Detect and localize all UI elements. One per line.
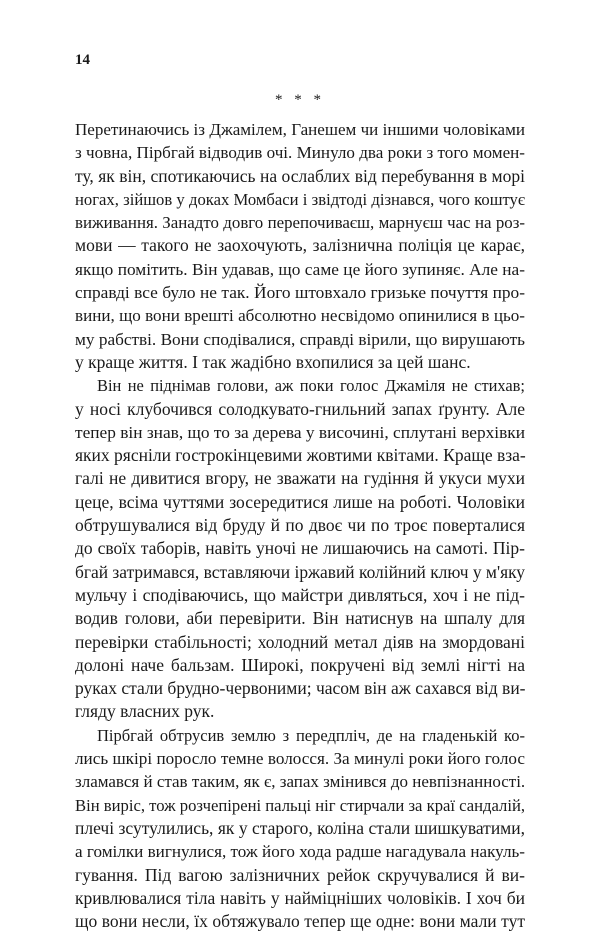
text-line: до своїх таборів, навіть уночі не лишаючись на самоті. Пір- [75,538,525,559]
text-line: зламався й став таким, як є, запах змінився до невпізнанності. [75,772,526,792]
section-divider: * * * [275,92,325,108]
text-line: галі не дивитися вгору, не зважати на гудіння й укуси мухи [75,468,525,489]
text-line: обтрушувалися від бруду й по двоє чи по троє поверталися [75,515,525,536]
text-line: му рабстві. Вони сподівалися, справді вірили, що вирушають [75,329,525,349]
text-line: у краще життя. І так жадібно вхопилися за цей шанс. [75,351,471,372]
text-line: Він виріс, тож розчепірені пальці ніг стирчали за краї сандалій, [75,795,525,815]
text-line: кривлювалися тіла навіть у найміцніших чоловіків. І хоч би [75,887,525,908]
text-line: Пірбгай обтрусив землю з передпліч, де на гладенькій ко- [97,725,525,745]
text-line: гування. Під вагою залізничних рейок скручувалися й ви- [75,864,525,885]
text-line: перевірки стабільності; холодний метал діяв на змордовані [75,631,525,652]
body-text [75,118,525,933]
text-line: а гомілки вигнулися, тож його хода радше нагадувала накуль- [75,842,525,862]
text-line: мульчу і сподіваючись, що майстри дивляться, хоч і не під- [75,584,525,605]
text-line: тепер він знав, що то за дерева у височині, сплутані верхівки [75,422,525,442]
text-line: мови — такого не заохочують, залізнична поліція це карає, [75,235,525,256]
paragraph-1 [75,118,525,374]
paragraph-3 [75,724,525,934]
text-line: ту, як він, спотикаючись на ослаблих від перебування в морі [75,165,525,186]
text-line: з човна, Пірбгай відводив очі. Минуло два роки з того момен- [75,143,525,163]
page-number: 14 [75,52,90,68]
text-line: долоні наче бальзам. Широкі, покручені від землі нігті на [75,654,525,675]
text-line: у носі клубочився солодкувато-гнильний запах ґрунту. Але [75,398,525,419]
text-line: лись шкірі поросло темне волосся. За минулі роки його голос [75,749,525,769]
text-line: бгай затримався, вставляючи іржавий колійний ключ у м'яку [75,561,525,582]
text-line: що вони несли, їх обтяжувало тепер ще одне: вони мали тут [75,911,525,932]
text-line: ногах, зійшов у доках Момбаси і звідтоді дізнався, чого коштує [75,189,525,209]
paragraph-2 [75,374,525,723]
text-line: якщо помітить. Він удавав, що саме це його зупиняє. Але на- [75,259,525,279]
text-line: виживання. Занадто довго перепочиваєш, марнуєш час на роз- [75,213,525,233]
text-line: гляду власних рук. [75,701,215,722]
text-line: цеце, всіма чуттями зосередитися лише на роботі. Чоловіки [75,491,525,512]
text-line: Він не піднімав голови, аж поки голос Джаміля не стихав; [97,376,525,396]
text-line: водив голови, аби перевірити. Він натиснув на шпалу для [75,608,525,629]
text-line: вини, що вони врешті абсолютно несвідомо опинилися в цьо- [75,306,525,326]
text-line: яких рясніли гострокінцевими жовтими квітами. Краще вза- [75,445,526,466]
text-line: руках стали брудно-червоними; часом він аж сахався від ви- [75,678,526,699]
text-line: плечі зсутулились, як у старого, коліна стали шишкуватими, [75,817,525,838]
text-line: справді все було не так. Його штовхало гризьке почуття про- [75,283,525,303]
text-line: Перетинаючись із Джамілем, Ганешем чи іншими чоловіками [75,120,525,139]
